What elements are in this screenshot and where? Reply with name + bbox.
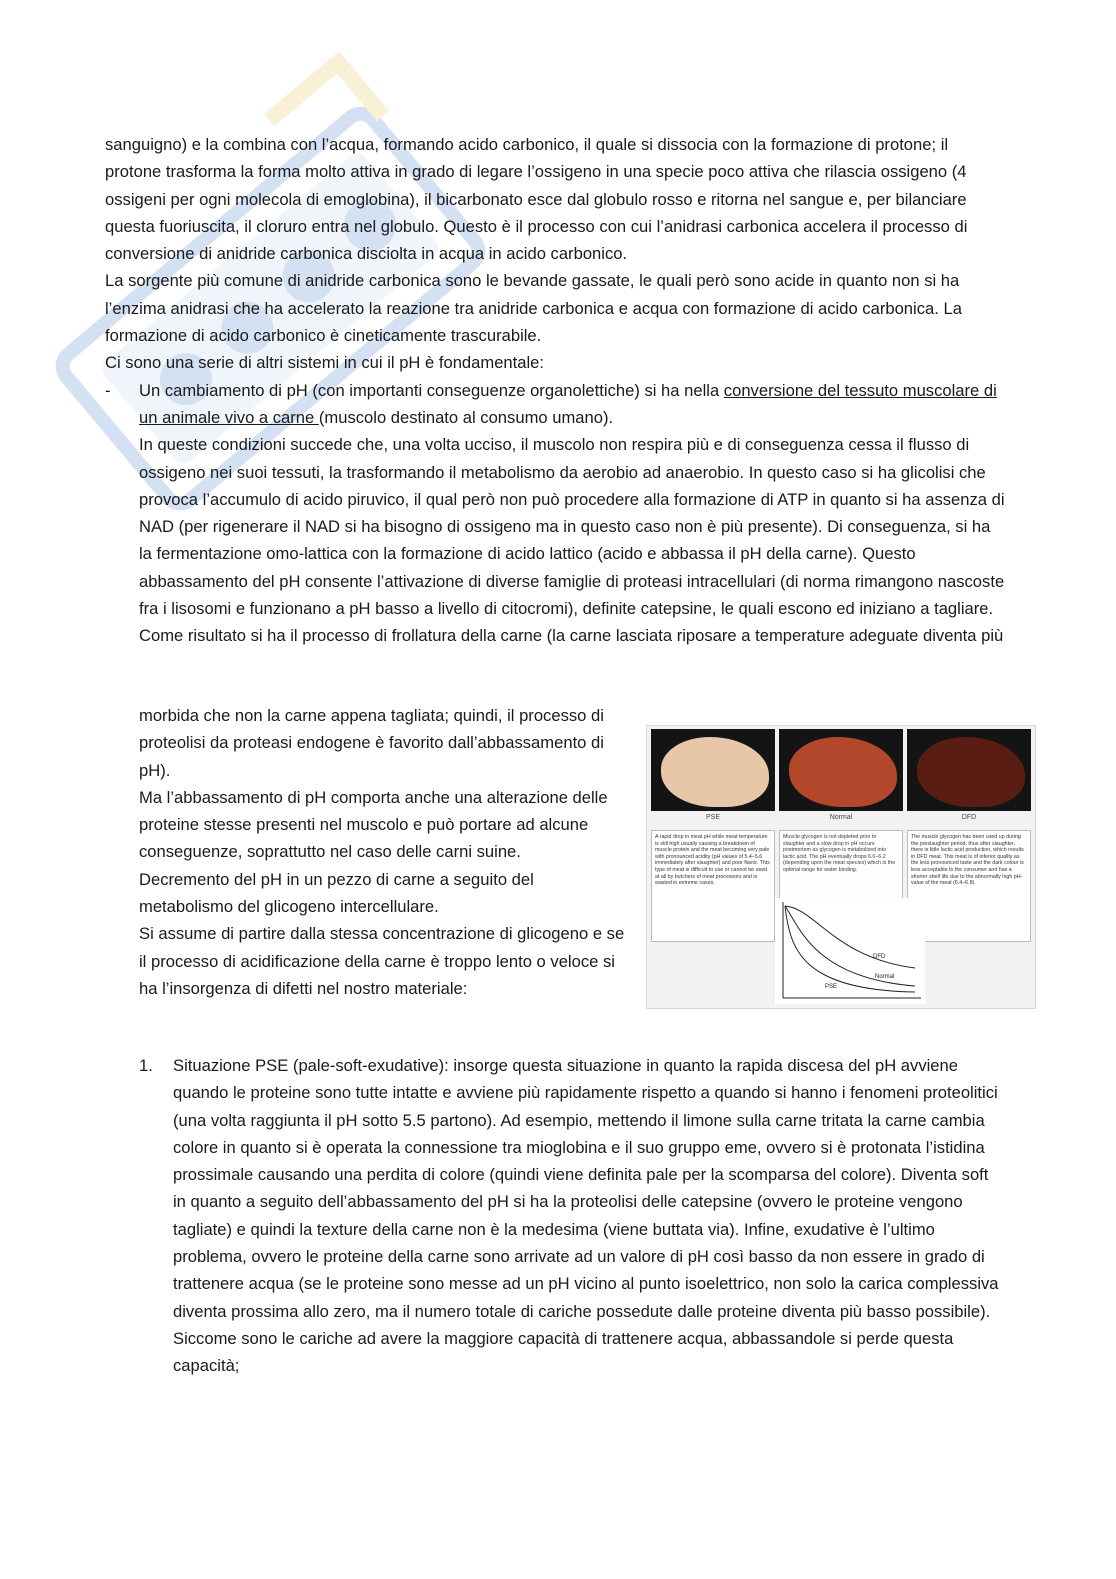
paragraph-sistemi: Ci sono una serie di altri sistemi in cui il pH è fondamentale: [105, 353, 545, 373]
dash-marker: - [105, 380, 111, 400]
curve-label-dfd: DFD [873, 954, 886, 960]
meat-photo-pse [651, 729, 775, 811]
curve-label-pse: PSE [825, 984, 838, 990]
dash-item-text-pre: Un cambiamento di pH (con importanti conseguenze organolettiche) si ha nella [139, 380, 724, 400]
meat-photo-normal [779, 729, 903, 811]
ph-decline-graph [775, 898, 925, 1004]
number-marker: 1. [139, 1056, 153, 1075]
paragraph-meat: In queste condizioni succede che, una volta ucciso, il muscolo non respira più e di conseguenza cessa il flusso di ossigeno nei suoi tessuti, la trasformando il metabolismo da aerobio ad anaerobio. In questo caso si ha glicolisi che provoca l’accumulo di acido piruvico, il qual però non può procedere alla formazione di ATP in quanto si ha assenza di NAD (per rigenerare il NAD si ha bisogno di ossigeno ma in questo caso non è più presente). Di conseguenza, si ha la fermentazione omo-lattica con la formazione di acido lattico (acido e abbassa il pH della carne). Questo abbassamento del pH consente l’attivazione di diverse famiglie di proteasi intracellulari (di norma rimangono nascoste fra i lisosomi e funzionano a pH basso a livello di citocromi), definite catepsine, le quali escono ed iniziano a tagliare. Come risultato si ha il processo di frollatura della carne (la carne lasciata riposare a temperature adeguate diventa più [139, 435, 1005, 646]
list-item-dash [105, 377, 1005, 432]
meat-quality-figure [646, 725, 1036, 1009]
body-text-narrow [105, 702, 629, 1002]
paragraph-narrow-3: Decremento del pH in un pezzo di carne a seguito del metabolismo del glicogeno intercellulare. [139, 869, 534, 917]
list-item-numbered [105, 1052, 1005, 1380]
dash-item-text-underlined: conversione del tessuto muscolare di un animale vivo a carne [139, 380, 997, 427]
paragraph-intro: sanguigno) e la combina con l’acqua, formando acido carbonico, il quale si dissocia con la formazione di protone; il protone trasforma la forma molto attiva in grado di legare l’ossigeno in una specie poco attiva che rilascia ossigeno (4 ossigeni per ogni molecola di emoglobina), il bicarbonato esce dal globulo rosso e ritorna nel sangue e, per bilanciare questa fuoriuscita, il cloruro entra nel globulo. Questo è il processo con cui l’anidrasi carbonica accelera il processo di conversione di anidride carbonica disciolta in acqua in acido carbonico. [105, 135, 968, 264]
paragraph-bevande: La sorgente più comune di anidride carbonica sono le bevande gassate, le quali però sono acide in quanto non si ha l’enzima anidrasi che ha accelerato la reazione tra anidride carbonica e acqua con formazione di acido carbonica. La formazione di acido carbonico è cineticamente trascurabile. [105, 271, 962, 346]
body-text-top [105, 131, 1005, 650]
paragraph-narrow-2: Ma l’abbassamento di pH comporta anche una alterazione delle proteine stesse presenti nel muscolo e può portare ad alcune conseguenze, soprattutto nel caso delle carni suine. [139, 787, 608, 862]
numbered-item-text: Situazione PSE (pale-soft-exudative): insorge questa situazione in quanto la rapida discesa del pH avviene quando le proteine sono tutte intatte e avviene più rapidamente rispetto a quando si hanno i fenomeni proteolitici (una volta raggiunta il pH sotto 5.5 partono). Ad esempio, mettendo il limone sulla carne tritata la carne cambia colore in quanto si è operata la connessione tra mioglobina e il suo gruppo eme, ovvero si è protonata l’istidina prossimale causando una perdita di colore (quindi viene definita pale per la scomparsa del colore). Diventa soft in quanto a seguito dell’abbassamento del pH si ha la proteolisi delle catepsine (ovvero le proteine vengono tagliate) e quindi la texture della carne non è la medesima (viene buttata via). Infine, exudative è l’ultimo problema, ovvero le proteine della carne sono arrivate ad un valore di pH così basso da non essere in grado di trattenere acqua (se le proteine sono messe ad un pH vicino al punto isoelettrico, non solo la carica complessiva diventa prossima allo zero, ma il numero totale di cariche possedute dalle proteine diventa più basso possibile). Siccome sono le cariche ad avere la maggiore capacità di trattenere acqua, abbassandole si perde questa capacità; [173, 1056, 999, 1376]
meat-photo-dfd [907, 729, 1031, 811]
meat-photo-row [651, 729, 1031, 811]
dash-item-text-post: (muscolo destinato al consumo umano). [318, 407, 614, 427]
photo-label-normal: Normal [829, 814, 853, 821]
description-dfd: The muscle glycogen has been used up during the preslaughter period, thus after slaughter, there is little lactic acid production, which results in DFD meat. This meat is of inferior quality as the less pronounced taste and the dark colour is less acceptable to the consumer and has a shorter shelf life due to the abnormally high pH-value of the meat (6.4–6.8). [907, 830, 1031, 942]
description-normal: Muscle glycogen is not depleted prior to slaughter and a slow drop in pH occurs postmortem as glycogen is metabolized into lactic acid. The pH eventually drops 6.0–6.2 (depending upon the meat species) which is the optimal range for water binding. [779, 830, 903, 942]
curve-label-normal: Normal [875, 974, 895, 980]
photo-label-dfd: DFD [961, 814, 977, 821]
description-pse: A rapid drop in meat pH while meat temperature is still high usually causing a breakdown of muscle protein and the meat becoming very pale with pronounced acidity (pH values of 5.4–5.6 immediately after slaughter) and poor flavor. This type of meat is difficult to use or cannot be used at all by butchers of meat processors and is wasted in extreme cases. [651, 830, 775, 942]
paragraph-narrow-4: Si assume di partire dalla stessa concentrazione di glicogeno e se il processo di acidificazione della carne è troppo lento o veloce si ha l’insorgenza di difetti nel nostro materiale: [139, 924, 625, 998]
photo-label-pse: PSE [705, 814, 720, 821]
body-text-bottom [105, 1052, 1005, 1380]
paragraph-narrow-1: morbida che non la carne appena tagliata; quindi, il processo di proteolisi da proteasi endogene è favorito dall’abbassamento di pH). [139, 706, 604, 780]
